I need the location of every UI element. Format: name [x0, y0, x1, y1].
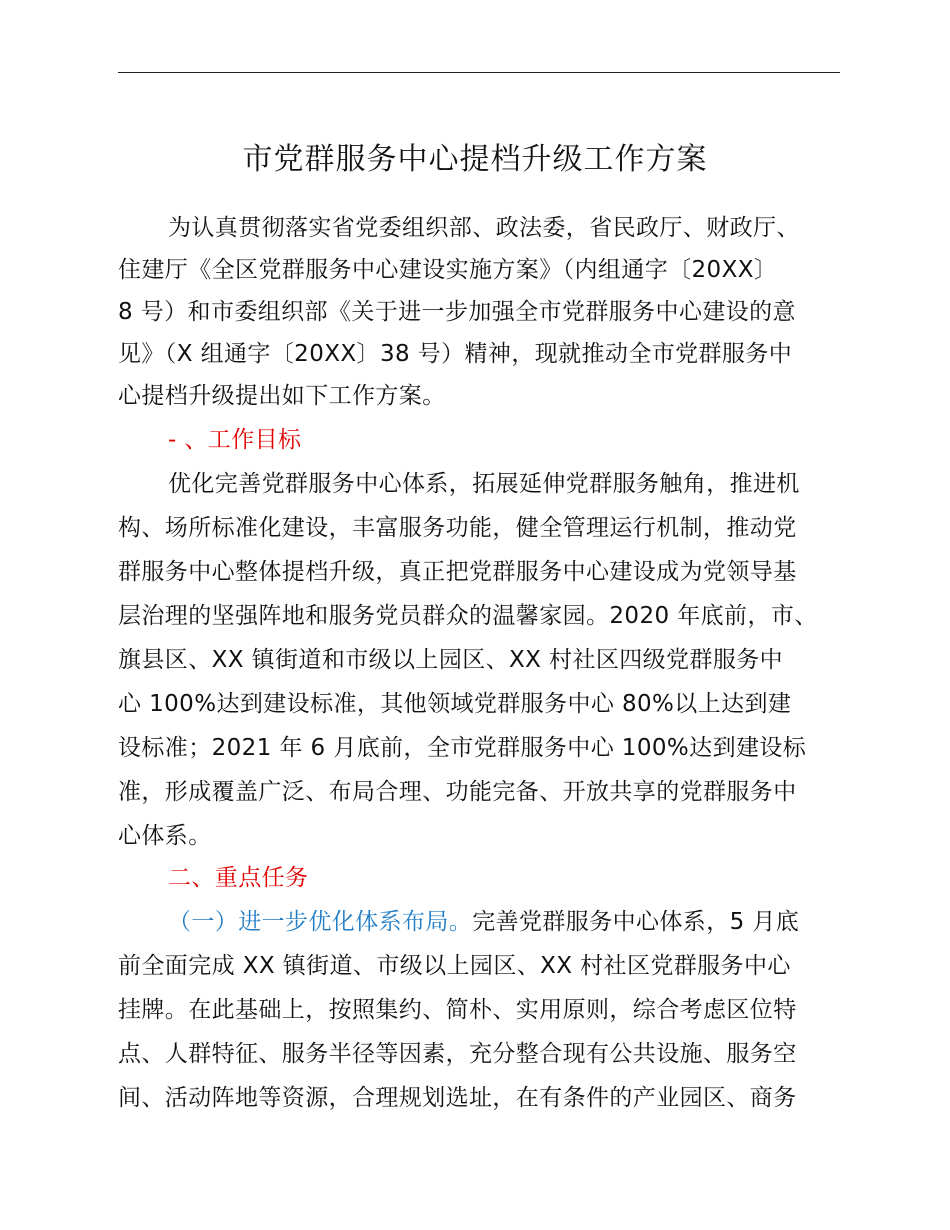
intro-line-2: 住建厅《全区党群服务中心建设实施方案》（内组通字〔20XX〕: [118, 257, 778, 283]
intro-line-1: 为认真贯彻落实省党委组织部、政法委，省民政厅、财政厅、: [168, 215, 800, 241]
subsection1-line-3: 挂牌。在此基础上，按照集约、简朴、实用原则，综合考虑区位特: [118, 997, 797, 1023]
intro-line-4: 见》（X 组通字〔20XX〕38 号）精神，现就推动全市党群服务中: [118, 341, 793, 367]
intro-line-3: 8 号）和市委组织部《关于进一步加强全市党群服务中心建设的意: [118, 299, 796, 325]
subsection1-line-5: 间、活动阵地等资源，合理规划选址，在有条件的产业园区、商务: [118, 1085, 797, 1111]
document-title: 市党群服务中心提档升级工作方案: [242, 142, 708, 177]
section1-heading: - 、工作目标: [168, 427, 302, 453]
section1-line-9: 心体系。: [118, 823, 212, 849]
header-rule: [118, 72, 840, 73]
subsection1-line-4: 点、人群特征、服务半径等因素，充分整合现有公共设施、服务空: [118, 1041, 797, 1067]
section1-line-8: 准，形成覆盖广泛、布局合理、功能完备、开放共享的党群服务中: [118, 779, 797, 805]
subsection1-line-2: 前全面完成 XX 镇街道、市级以上园区、XX 村社区党群服务中心: [118, 953, 791, 979]
subsection1-first-line-text: 完善党群服务中心体系，5 月底: [472, 909, 800, 935]
section1-line-6: 心 100%达到建设标准，其他领域党群服务中心 80%以上达到建: [118, 691, 792, 717]
section1-line-1: 优化完善党群服务中心体系，拓展延伸党群服务触角，推进机: [168, 471, 800, 497]
intro-line-5: 心提档升级提出如下工作方案。: [118, 383, 446, 409]
subsection1-first-line: [168, 902, 799, 942]
section1-line-4: 层治理的坚强阵地和服务党员群众的温馨家园。2020 年底前，市、: [118, 603, 818, 629]
subsection1-heading: （一）进一步优化体系布局。: [168, 909, 473, 935]
section1-line-2: 构、场所标准化建设，丰富服务功能，健全管理运行机制，推动党: [118, 515, 797, 541]
section1-line-3: 群服务中心整体提档升级，真正把党群服务中心建设成为党领导基: [118, 559, 797, 585]
section2-heading: 二、重点任务: [168, 865, 309, 891]
section1-line-7: 设标准；2021 年 6 月底前，全市党群服务中心 100%达到建设标: [118, 735, 807, 761]
section1-line-5: 旗县区、XX 镇街道和市级以上园区、XX 村社区四级党群服务中: [118, 647, 784, 673]
